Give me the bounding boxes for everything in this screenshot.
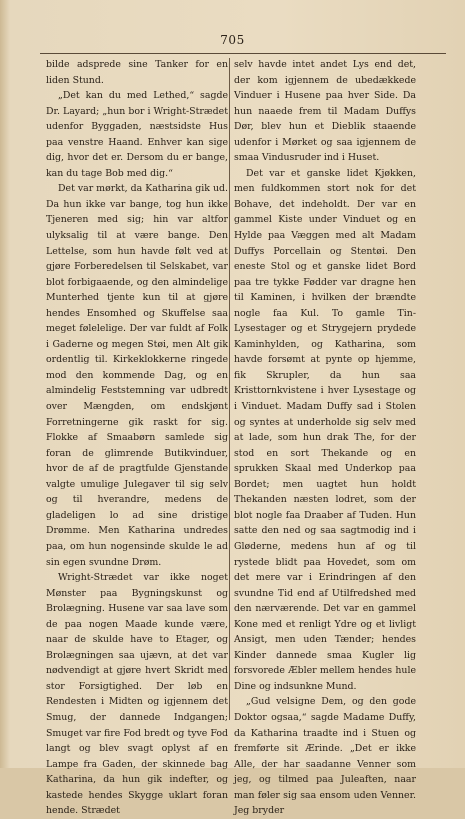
right-column xyxy=(234,57,416,817)
paragraph: bilde adsprede sine Tanker for en liden Stund. xyxy=(46,59,228,86)
paragraph: „Det kan du med Lethed,“ sagde Dr. Layard; „hun bor i Wright-Strædet udenfor Byggaden, næstsidste Hus paa venstre Haand. Enhver kan sige dig, hvor det er. Dersom du er bange, kan du tage Bob med dig.“ xyxy=(46,90,228,179)
paragraph: Det var mørkt, da Katharina gik ud. Da hun ikke var bange, tog hun ikke Tjeneren med sig; hin var altfor ulyksalig til at være bange. Den Lettelse, som hun havde følt ved at gjøre Forberedelsen til Selskabet, var blot forbigaaende, og den almindelige Munterhed tjente kun til at gjøre hendes Ensomhed og Skuffelse saa meget følelelige. Der var fuldt af Folk i Gaderne og megen Støi, men Alt gik ordentlig til. Kirkeklokkerne ringede mod den kommende Dag, og en almindelig Feststemning var udbredt over Mængden, om endskjønt Forretningerne gik raskt for sig. Flokke af Smaabørn samlede sig foran de glimrende Butikvinduer, hvor de af de pragtfulde Gjenstande valgte umulige Julegaver til sig selv og til hverandre, medens de gladeligen lo ad sine dristige Drømme. Men Katharina undredes paa, om hun nogensinde skulde le ad sin egen svundne Drøm. xyxy=(46,183,228,568)
left-column xyxy=(46,57,228,817)
header-rule xyxy=(40,53,446,54)
column-divider xyxy=(229,58,230,720)
paragraph: Det var et ganske lidet Kjøkken, men fuldkommen stort nok for det Bohave, det indeholdt. Der var en gammel Kiste under Vinduet og en Hylde paa Væggen med alt Madam Duffys Porcellain og Stentøi. Den eneste Stol og et ganske lidet Bord paa tre tykke Fødder var dragne hen til Kaminen, i hvilken der brændte nogle faa Kul. To gamle Tin-Lysestager og et Strygejern prydede Kaminhylden, og Katharina, som havde forsømt at pynte op hjemme, fik Skrupler, da hun saa Kristtornkvistene i hver Lysestage og i Vinduet. Madam Duffy sad i Stolen og syntes at underholde sig selv med at lade, som hun drak The, for der stod en sort Thekande og en sprukken Skaal med Underkop paa Bordet; men uagtet hun holdt Thekanden næsten lodret, som der blot nogle faa Draaber af Tuden. Hun satte den ned og saa sagtmodig ind i Gløderne, medens hun af og til rystede blidt paa Hovedet, som om det mere var i Erindringen af den svundne Tid end af Utilfredshed med den nærværende. Det var en gammel Kone med et renligt Ydre og et livligt Ansigt, men uden Tænder; hendes Kinder dannede smaa Kugler lig forsvorede Æbler mellem hendes hule Dine og indsunkne Mund. xyxy=(234,167,416,692)
paragraph: „Gud velsigne Dem, og den gode Doktor ogsaa,“ sagde Madame Duffy, da Katharina traadte ind i Stuen og fremførte sit Ærinde. „Det er ikke Alle, der har saadanne Venner som jeg, og tilmed paa Juleaften, naar man føler sig saa ensom uden Venner. Jeg bryder xyxy=(234,696,416,817)
paragraph: Wright-Strædet var ikke noget Mønster paa Bygningskunst og Brolægning. Husene var saa lave som de paa nogen Maade kunde være, naar de skulde have to Etager, og Brolægningen saa ujævn, at det var nødvendigt at gjøre hvert Skridt med stor Forsigtighed. Der løb en Rendesten i Midten og igjennem det Smug, der dannede Indgangen; Smuget var fire Fod bredt og tyve Fod langt og blev svagt oplyst af en Lampe fra Gaden, der skinnede bag Katharina, da hun gik indefter, og kastede hendes Skygge uklart foran hende. Strædet xyxy=(46,572,228,817)
paragraph: selv havde intet andet Lys end det, der kom igjennem de ubedækkede Vinduer i Husene paa hver Side. Da hun naaede frem til Madam Duffys Dør, blev hun et Dieblik staaende udenfor i Mørket og saa igjennem de smaa Vindusruder ind i Huset. xyxy=(234,59,416,164)
page-number: 705 xyxy=(220,33,245,47)
